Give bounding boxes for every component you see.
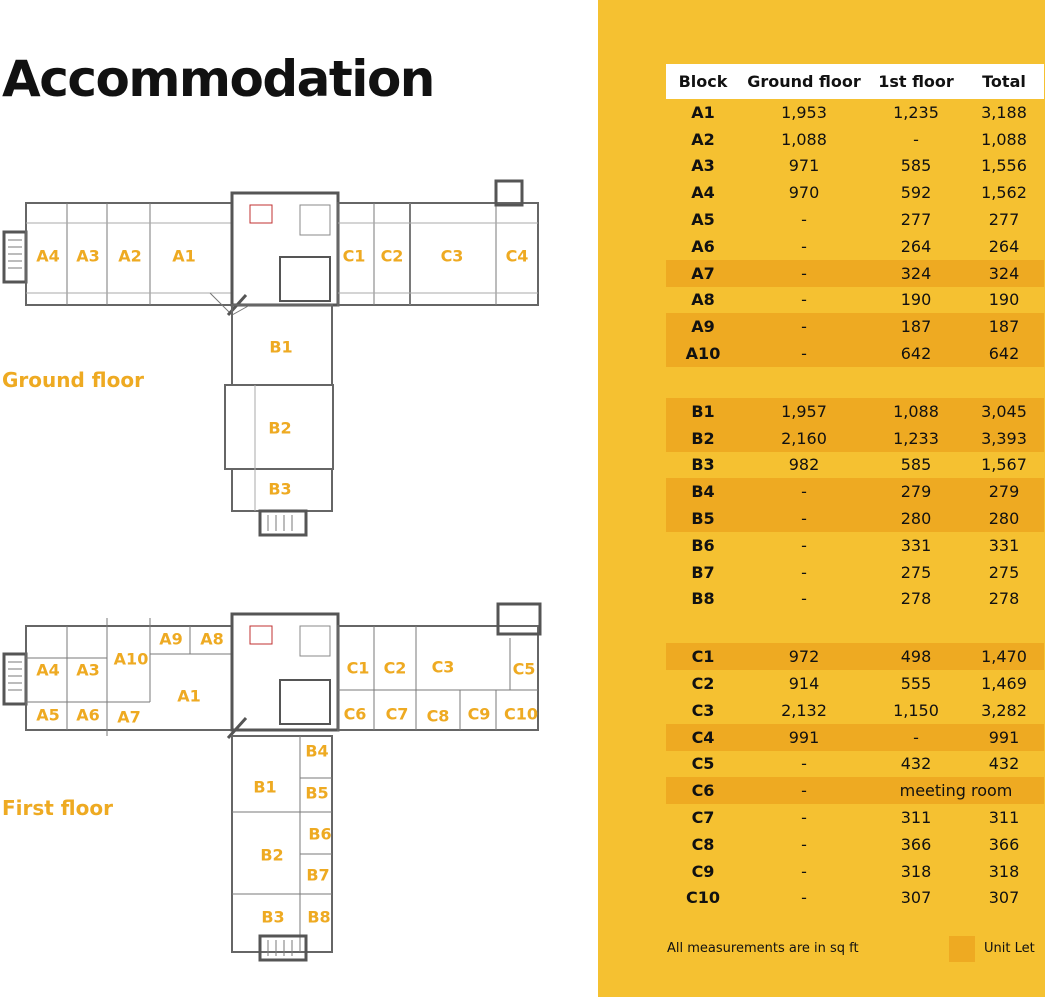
spacer-cell [666,612,1044,643]
room-label: B2 [268,418,292,438]
ground-floor-cell: 2,132 [781,700,827,720]
table-row [666,99,1044,126]
column-header: Total [964,64,1044,99]
table-spacer-row [666,612,1044,643]
block-cell: C1 [666,643,740,670]
block-cell: B6 [691,535,715,555]
column-header: Block [666,64,740,99]
room-label: A4 [36,246,60,266]
table-row [666,260,1044,287]
block-cell: B3 [691,455,715,475]
first-floor-cell: 190 [900,290,932,310]
room-label: C8 [426,706,450,726]
first-floor-cell: 280 [868,505,964,532]
table-row [666,398,1044,425]
total-cell: 279 [964,478,1044,505]
measurement-note: All measurements are in sq ft [667,941,859,956]
block-cell: A9 [666,313,740,340]
first-floor-cell: 275 [900,562,932,582]
room-label: A10 [113,649,149,669]
table-row [666,452,1044,479]
table-row [666,559,1044,586]
table-row [666,287,1044,314]
room-label: B8 [307,907,331,927]
total-cell: 432 [988,754,1020,774]
first-floor-cell: 592 [900,183,932,203]
total-cell: 331 [988,535,1020,555]
block-cell: C5 [691,754,715,774]
ground-floor-cell: 982 [788,455,820,475]
table-row [666,478,1044,505]
ground-floor-cell: - [801,535,807,555]
room-label: C7 [385,704,409,724]
ground-floor-cell: 1,088 [781,129,827,149]
block-cell: B5 [666,505,740,532]
table-row [666,751,1044,778]
ground-floor-cell: - [801,808,807,828]
room-label: C4 [505,246,529,266]
room-label: A8 [200,629,224,649]
ground-floor-cell: - [801,562,807,582]
spacer-cell [666,367,1044,398]
block-cell: B7 [691,562,715,582]
first-floor-cell: 307 [900,888,932,908]
ground-floor-cell: 1,953 [781,102,827,122]
first-floor-cell: - [868,724,964,751]
column-header: Ground floor [740,64,868,99]
ground-floor-cell: - [801,290,807,310]
total-cell: 280 [964,505,1044,532]
total-cell: 3,188 [981,102,1027,122]
first-floor-cell: 585 [900,455,932,475]
room-label: A9 [159,629,183,649]
first-floor-cell: 331 [900,535,932,555]
table-row [666,858,1044,885]
room-label: A5 [36,705,60,725]
first-floor-cell: - [913,129,919,149]
room-label: A3 [76,660,100,680]
table-row [666,885,1044,912]
ground-floor-cell: - [801,236,807,256]
block-cell: B8 [691,589,715,609]
room-label: B2 [260,845,284,865]
room-label: C3 [431,657,455,677]
total-cell: 3,282 [981,700,1027,720]
room-label: C2 [380,246,404,266]
first-floor-cell: 1,150 [893,700,939,720]
block-cell: A3 [691,156,715,176]
room-label: C5 [512,659,536,679]
ground-floor-cell: - [740,340,868,367]
ground-floor-cell: - [740,777,868,804]
first-floor-cell: 642 [868,340,964,367]
block-cell: C3 [691,700,715,720]
room-label: B3 [261,907,285,927]
block-cell: C2 [691,674,715,694]
accommodation-table [666,64,1044,911]
room-label: A4 [36,660,60,680]
total-cell: 277 [988,210,1020,230]
ground-floor-cell: - [740,505,868,532]
ground-floor-cell: - [801,834,807,854]
block-cell: C9 [691,861,715,881]
table-row [666,532,1044,559]
first-floor-cell: 366 [900,834,932,854]
total-cell: 311 [988,808,1020,828]
total-cell: 324 [964,260,1044,287]
total-cell: 366 [988,834,1020,854]
table-row [666,670,1044,697]
table-spacer-row [666,367,1044,398]
room-label: C10 [503,704,539,724]
first-floor-cell: 1,088 [868,398,964,425]
ground-floor-cell: 2,160 [740,425,868,452]
total-cell: 318 [988,861,1020,881]
total-cell: 190 [988,290,1020,310]
block-cell: A6 [691,236,715,256]
total-cell: 1,469 [981,674,1027,694]
block-cell: A4 [691,183,715,203]
room-label: B3 [268,479,292,499]
block-cell: C6 [666,777,740,804]
first-floor-cell: 318 [900,861,932,881]
room-label: C1 [342,246,366,266]
table-row [666,804,1044,831]
first-floor-cell: meeting room [868,777,1044,804]
room-label: B6 [308,824,332,844]
block-cell: C10 [685,888,720,908]
first-floor-cell: 278 [900,589,932,609]
block-cell: A1 [691,102,715,122]
first-floor-label: First floor [2,796,113,820]
room-label: C3 [440,246,464,266]
first-floor-cell: 555 [900,674,932,694]
room-label: A1 [177,686,201,706]
total-cell: 278 [988,589,1020,609]
room-label: A2 [118,246,142,266]
total-cell: 1,470 [964,643,1044,670]
total-cell: 3,393 [964,425,1044,452]
first-floor-cell: 311 [900,808,932,828]
table-row [666,233,1044,260]
room-label: C9 [467,704,491,724]
block-cell: C7 [691,808,715,828]
table-row [666,425,1044,452]
ground-floor-cell: - [801,589,807,609]
block-cell: A8 [691,290,715,310]
table-row [666,777,1044,804]
first-floor-cell: 1,233 [868,425,964,452]
total-cell: 187 [964,313,1044,340]
table-row [666,724,1044,751]
first-floor-cell: 264 [900,236,932,256]
table-row [666,697,1044,724]
ground-floor-cell: 914 [788,674,820,694]
ground-floor-cell: 991 [740,724,868,751]
first-floor-cell: 324 [868,260,964,287]
block-cell: A10 [666,340,740,367]
block-cell: A2 [691,129,715,149]
room-label: A1 [172,246,196,266]
total-cell: 1,567 [981,455,1027,475]
room-label: B5 [305,783,329,803]
block-cell: C4 [666,724,740,751]
room-label: B7 [306,865,330,885]
total-cell: 1,562 [981,183,1027,203]
total-cell: 275 [988,562,1020,582]
table-row [666,206,1044,233]
first-floor-cell: 585 [900,156,932,176]
room-label: C2 [383,658,407,678]
ground-floor-cell: - [801,210,807,230]
first-floor-cell: 279 [868,478,964,505]
block-cell: B4 [666,478,740,505]
first-floor-cell: 498 [868,643,964,670]
room-label: A3 [76,246,100,266]
total-cell: 991 [964,724,1044,751]
total-cell: 3,045 [964,398,1044,425]
ground-floor-cell: - [801,754,807,774]
column-header: 1st floor [868,64,964,99]
total-cell: 1,088 [981,129,1027,149]
ground-floor-cell: 970 [788,183,820,203]
table-row [666,643,1044,670]
table-row [666,505,1044,532]
room-label: C6 [343,704,367,724]
table-row [666,340,1044,367]
table-row [666,179,1044,206]
first-floor-cell: 432 [900,754,932,774]
room-label: C1 [346,658,370,678]
ground-floor-cell: - [801,888,807,908]
room-label: B4 [305,741,329,761]
ground-floor-cell: - [740,313,868,340]
table-row [666,126,1044,153]
total-cell: 1,556 [981,156,1027,176]
first-floor-cell: 277 [900,210,932,230]
first-floor-cell: 1,235 [893,102,939,122]
ground-floor-cell: - [740,260,868,287]
table-row [666,831,1044,858]
table-row [666,153,1044,180]
block-cell: A5 [691,210,715,230]
room-label: B1 [253,777,277,797]
table-header-row [666,64,1044,99]
ground-floor-cell: 971 [788,156,820,176]
total-cell: 307 [988,888,1020,908]
unit-let-legend-label: Unit Let [984,941,1035,956]
room-label: A6 [76,705,100,725]
ground-floor-cell: 972 [740,643,868,670]
table-row [666,313,1044,340]
block-cell: C8 [691,834,715,854]
ground-floor-cell: 1,957 [740,398,868,425]
first-floor-cell: 187 [868,313,964,340]
room-label: A7 [117,707,141,727]
block-cell: B2 [666,425,740,452]
ground-floor-cell: - [801,861,807,881]
ground-floor-label: Ground floor [2,368,144,392]
room-label: B1 [269,337,293,357]
total-cell: 642 [964,340,1044,367]
table-row [666,586,1044,613]
ground-floor-cell: - [740,478,868,505]
unit-let-swatch [949,936,975,962]
page-title: Accommodation [2,50,434,108]
block-cell: B1 [666,398,740,425]
total-cell: 264 [988,236,1020,256]
block-cell: A7 [666,260,740,287]
